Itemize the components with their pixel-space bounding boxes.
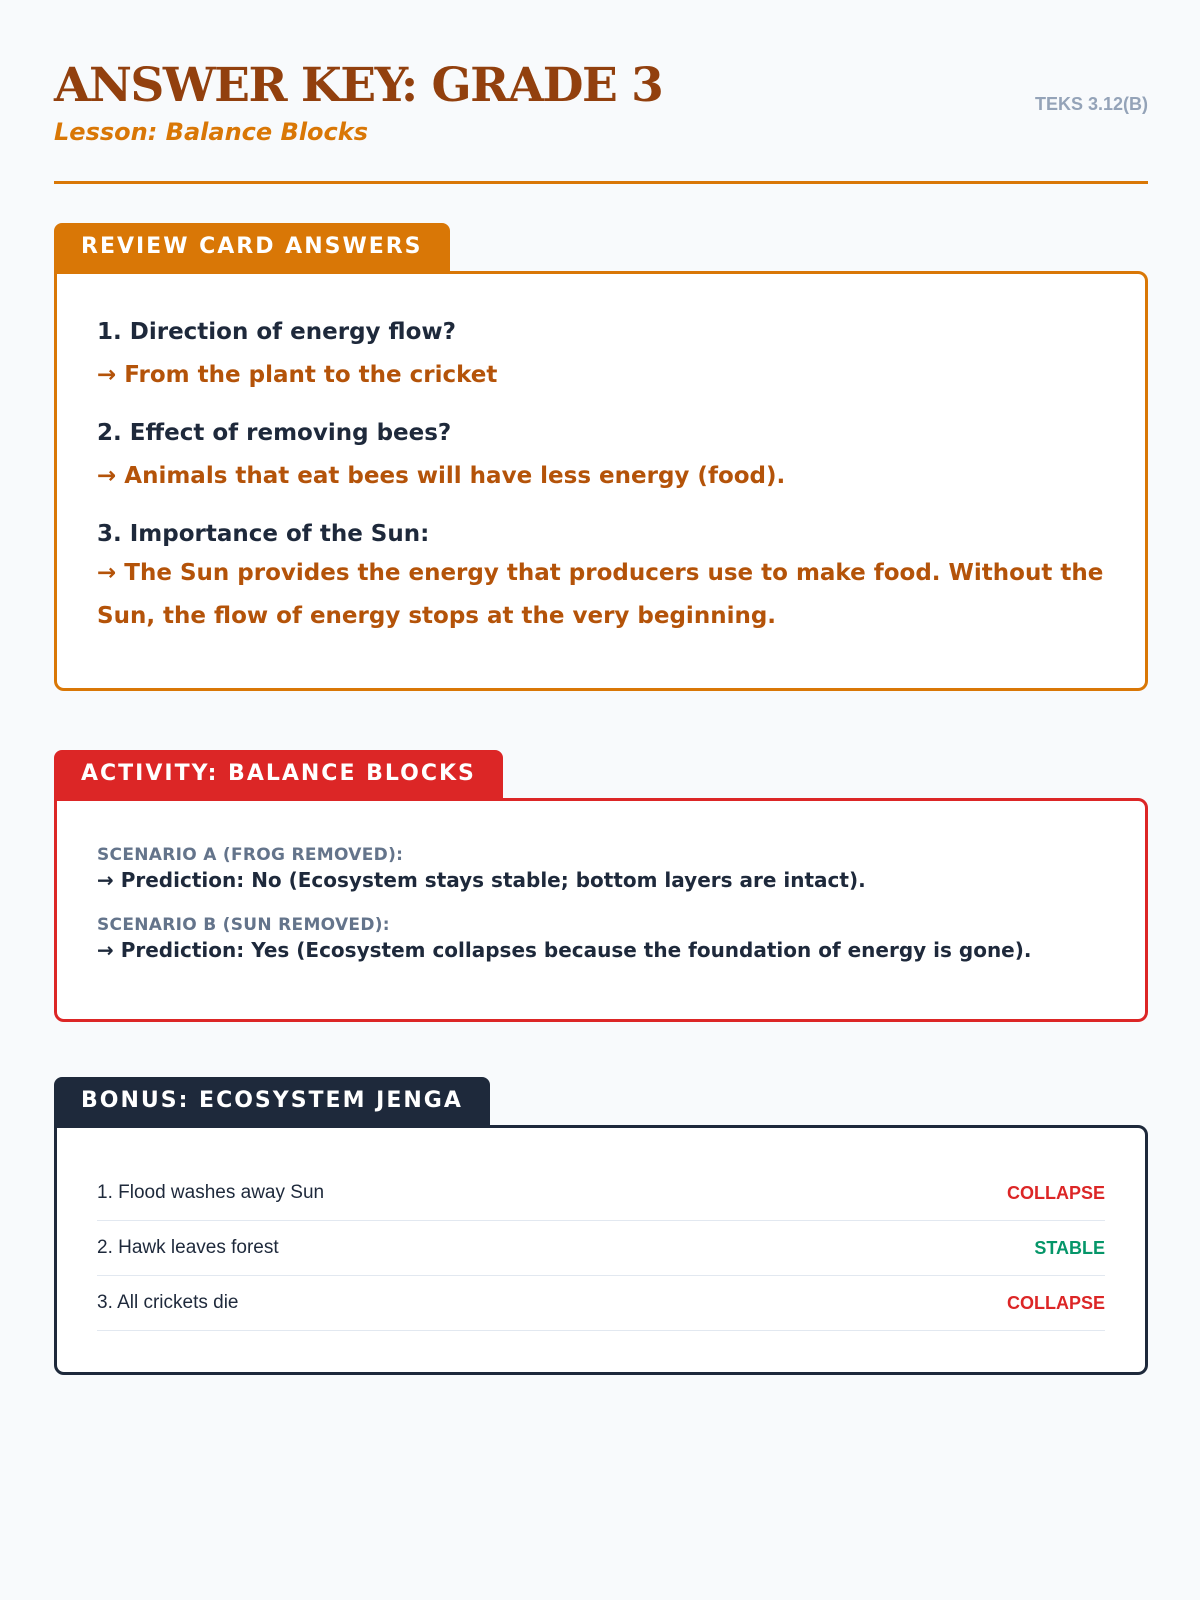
review-box	[54, 271, 1148, 691]
lesson-subtitle: Lesson: Balance Blocks	[54, 118, 369, 146]
bonus-tab: BONUS: ECOSYSTEM JENGA	[54, 1077, 490, 1127]
scenario-label: SCENARIO B (SUN REMOVED):	[97, 915, 390, 935]
activity-tab: ACTIVITY: BALANCE BLOCKS	[54, 750, 503, 800]
review-item	[97, 518, 1105, 638]
bonus-box	[54, 1125, 1148, 1375]
jenga-outcome: COLLAPSE	[1006, 1292, 1105, 1313]
review-answer: → The Sun provides the energy that producers use to make food. Without the Sun, the flow of energy stops at the very beginning.	[97, 560, 1104, 629]
review-question: 3. Importance of the Sun:	[97, 521, 430, 547]
jenga-event: 2. Hawk leaves forest	[97, 1237, 279, 1258]
scenario-prediction: → Prediction: No (Ecosystem stays stable; bottom layers are intact).	[97, 868, 866, 892]
review-answer: → Animals that eat bees will have less energy (food).	[97, 463, 786, 489]
jenga-event: 3. All crickets die	[97, 1292, 239, 1313]
scenario-label: SCENARIO A (FROG REMOVED):	[97, 845, 404, 865]
review-item	[97, 316, 1105, 397]
jenga-event: 1. Flood washes away Sun	[97, 1182, 325, 1203]
review-tab: REVIEW CARD ANSWERS	[54, 223, 450, 273]
activity-box	[54, 798, 1148, 1022]
review-item	[97, 417, 1105, 498]
jenga-outcome: COLLAPSE	[1006, 1182, 1105, 1203]
page-header	[54, 0, 1148, 184]
review-question: 1. Direction of energy flow?	[97, 319, 456, 345]
scenario	[97, 915, 1105, 965]
review-answer: → From the plant to the cricket	[97, 362, 498, 388]
scenario	[97, 845, 1105, 895]
standard-code: TEKS 3.12(B)	[1034, 94, 1148, 114]
review-question: 2. Effect of removing bees?	[97, 420, 452, 446]
scenario-prediction: → Prediction: Yes (Ecosystem collapses because the foundation of energy is gone).	[97, 938, 1032, 962]
jenga-row	[97, 1276, 1105, 1331]
jenga-row	[97, 1221, 1105, 1276]
jenga-outcome: STABLE	[1034, 1237, 1105, 1258]
answer-key-page	[54, 0, 1148, 1313]
page-title: ANSWER KEY: GRADE 3	[54, 58, 663, 113]
jenga-row	[97, 1166, 1105, 1221]
